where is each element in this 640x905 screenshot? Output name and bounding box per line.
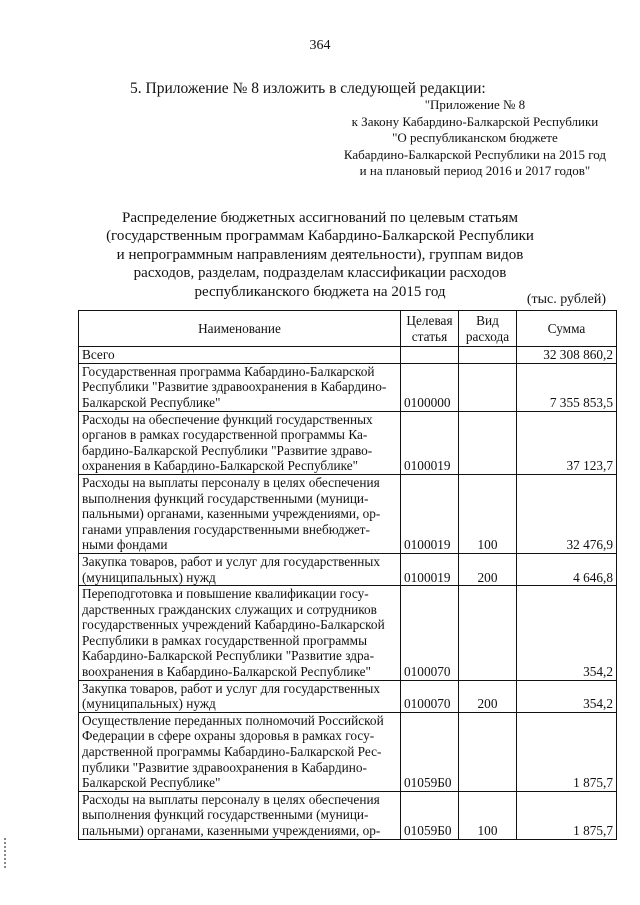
row-expense-type <box>459 712 517 791</box>
row-sum: 7 355 853,5 <box>517 363 617 411</box>
row-name <box>79 347 401 364</box>
row-name-line: Республики в рамках государственной программы <box>82 632 367 648</box>
row-name <box>79 680 401 712</box>
title-line: республиканского бюджета на 2015 год <box>194 283 446 300</box>
row-target-article: 0100019 <box>401 411 459 474</box>
row-name-line: Всего <box>82 347 115 363</box>
table-row <box>79 411 617 474</box>
table-body <box>79 347 617 839</box>
row-name-line: Осуществление переданных полномочий Российской <box>82 712 384 728</box>
appendix-header-line: и на плановый период 2016 и 2017 годов" <box>359 163 591 178</box>
row-name-line: Расходы на обеспечение функций государственных <box>82 411 373 427</box>
row-name-line: ганами управления государственными внебюджет- <box>82 521 370 537</box>
row-name-line: воохранения в Кабардино-Балкарской Республике" <box>82 664 371 680</box>
header-target-article: Целевая статья <box>401 311 459 347</box>
row-target-article: 01059Б0 <box>401 791 459 839</box>
row-name-line: дарственной программы Кабардино-Балкарской Рес- <box>82 744 382 760</box>
title-line: Распределение бюджетных ассигнований по целевым статьям <box>122 210 518 226</box>
row-name-line: Балкарской Республике" <box>82 394 221 410</box>
appendix-header-line: к Закону Кабардино-Балкарской Республики <box>351 113 599 129</box>
table-row <box>79 363 617 411</box>
row-sum: 37 123,7 <box>517 411 617 474</box>
row-name-line: Балкарской Республике" <box>82 775 221 791</box>
row-name-line: (муниципальных) нужд <box>82 569 216 585</box>
row-name-line: Расходы на выплаты персоналу в целях обеспечения <box>82 474 380 490</box>
row-name-line: Расходы на выплаты персоналу в целях обеспечения <box>82 791 380 807</box>
row-target-article <box>401 347 459 364</box>
row-name-line: ными фондами <box>82 537 168 553</box>
row-sum: 32 308 860,2 <box>517 347 617 364</box>
row-sum: 354,2 <box>517 586 617 681</box>
units-label: (тыс. рублей) <box>526 292 606 307</box>
row-name <box>79 791 401 839</box>
row-target-article: 0100000 <box>401 363 459 411</box>
header-expense-type: Вид расхода <box>459 311 517 347</box>
title-line: и непрограммным направлениям деятельности), группам видов <box>116 246 524 263</box>
appendix-header-line: "Приложение № 8 <box>424 97 526 112</box>
row-name <box>79 553 401 585</box>
table-row <box>79 586 617 681</box>
row-name <box>79 411 401 474</box>
table-row <box>79 474 617 553</box>
row-name-line: Государственная программа Кабардино-Балкарской <box>82 363 375 379</box>
document-title <box>90 209 550 301</box>
table-header-row <box>79 311 617 347</box>
row-expense-type <box>459 363 517 411</box>
row-expense-type: 200 <box>459 553 517 585</box>
row-sum: 1 875,7 <box>517 712 617 791</box>
row-expense-type: 200 <box>459 680 517 712</box>
row-sum: 32 476,9 <box>517 474 617 553</box>
row-name <box>79 363 401 411</box>
row-name <box>79 586 401 681</box>
table-row <box>79 680 617 712</box>
row-name-line: охранения в Кабардино-Балкарской Республике" <box>82 458 359 474</box>
row-name-line: Переподготовка и повышение квалификации госу- <box>82 586 369 602</box>
row-name-line: Федерации в сфере охраны здоровья в рамках госу- <box>82 728 375 744</box>
row-name <box>79 712 401 791</box>
row-sum: 4 646,8 <box>517 553 617 585</box>
row-target-article: 0100019 <box>401 553 459 585</box>
row-expense-type <box>459 411 517 474</box>
row-name-line: Кабардино-Балкарской Республики "Развитие здра- <box>82 648 374 664</box>
row-target-article: 01059Б0 <box>401 712 459 791</box>
row-expense-type <box>459 347 517 364</box>
row-name-line: дарственных гражданских служащих и сотрудников <box>82 601 377 617</box>
amendment-instruction: 5. Приложение № 8 изложить в следующей редакции: <box>130 80 486 97</box>
row-name-line: публики "Развитие здравоохранения в Кабардино- <box>82 759 367 775</box>
table-row <box>79 553 617 585</box>
appendix-header <box>344 97 606 180</box>
row-expense-type <box>459 586 517 681</box>
row-expense-type: 100 <box>459 474 517 553</box>
row-name-line: государственных учреждений Кабардино-Балкарской <box>82 617 385 633</box>
page-number: 364 <box>309 38 331 53</box>
row-name <box>79 474 401 553</box>
row-name-line: пальными) органами, казенными учреждениями, ор- <box>82 823 381 838</box>
table-row <box>79 712 617 791</box>
row-name-line: органов в рамках государственной программы Ка- <box>82 427 368 443</box>
row-name-line: (муниципальных) нужд <box>82 696 216 712</box>
table-row <box>79 347 617 364</box>
row-name-line: Республики "Развитие здравоохранения в Кабардино- <box>82 379 387 395</box>
table-row <box>79 791 617 839</box>
scan-artifact <box>4 838 8 868</box>
header-sum: Сумма <box>517 311 617 347</box>
row-name-line: выполнения функций государственными (муници- <box>82 490 369 506</box>
header-name: Наименование <box>79 311 401 347</box>
row-target-article: 0100070 <box>401 680 459 712</box>
row-target-article: 0100019 <box>401 474 459 553</box>
appendix-header-line: Кабардино-Балкарской Республики на 2015 год <box>343 146 606 162</box>
appendix-header-line: "О республиканском бюджете <box>392 130 558 145</box>
row-name-line: выполнения функций государственными (муници- <box>82 807 369 823</box>
row-name-line: пальными) органами, казенными учреждениями, ор- <box>82 506 381 522</box>
row-target-article: 0100070 <box>401 586 459 681</box>
row-name-line: бардино-Балкарской Республики "Развитие здраво- <box>82 442 373 458</box>
title-line: расходов, разделам, подразделам классификации расходов <box>133 265 507 282</box>
row-sum: 1 875,7 <box>517 791 617 839</box>
title-line: (государственным программам Кабардино-Балкарской Республики <box>106 228 534 245</box>
row-name-line: Закупка товаров, работ и услуг для государственных <box>82 553 380 569</box>
row-sum: 354,2 <box>517 680 617 712</box>
row-name-line: Закупка товаров, работ и услуг для государственных <box>82 680 380 696</box>
row-expense-type: 100 <box>459 791 517 839</box>
budget-table <box>78 310 617 840</box>
